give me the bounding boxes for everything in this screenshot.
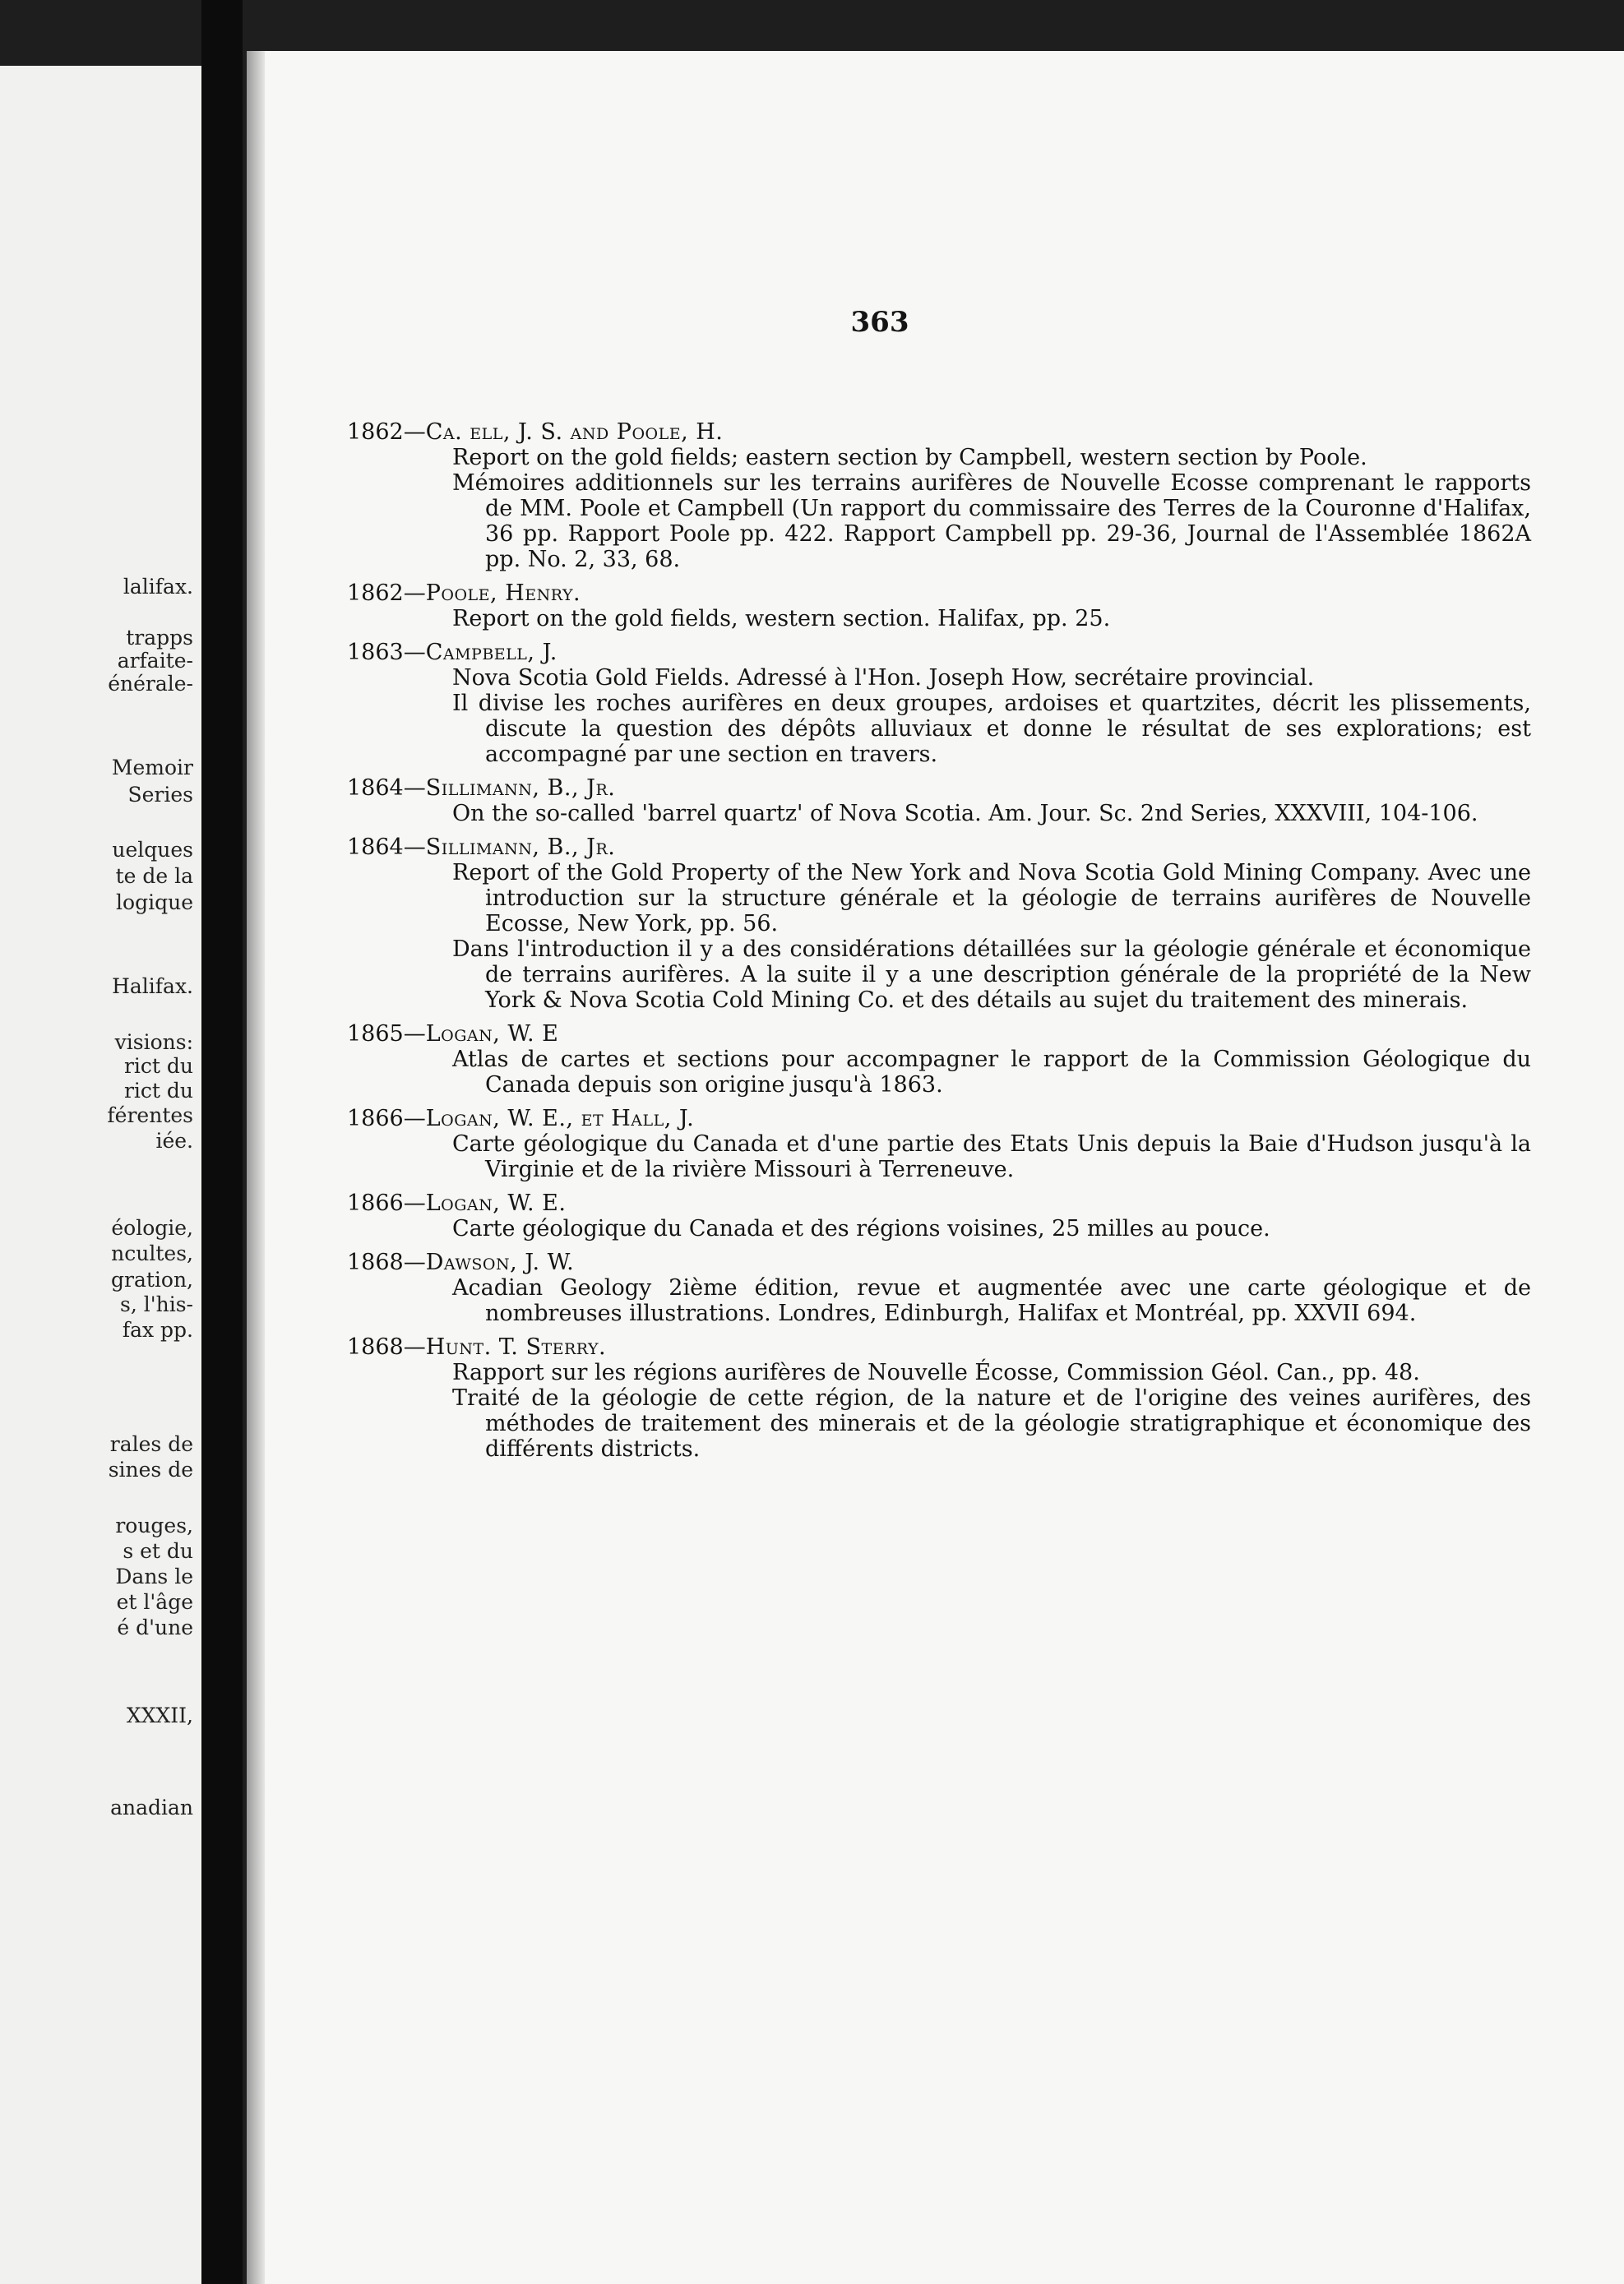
bibliography-list <box>347 419 1531 1470</box>
entry-annotations <box>452 1360 1531 1462</box>
entry-annotations <box>452 1275 1531 1326</box>
entry-heading <box>347 835 1531 860</box>
entry-year: 1862— <box>347 580 426 606</box>
left-page-fragment: énérale- <box>108 672 193 696</box>
entry-year: 1864— <box>347 775 426 801</box>
left-page-fragment: rouges, <box>115 1514 193 1537</box>
entry-heading <box>347 1191 1531 1216</box>
bibliography-entry <box>347 1250 1531 1326</box>
left-page-fragment: Series <box>127 783 193 807</box>
right-page <box>247 51 1624 2284</box>
entry-author: Hunt. T. Sterry. <box>425 1334 607 1360</box>
left-page-fragment: lalifax. <box>123 575 193 599</box>
entry-author: Ca. ell, J. S. and Poole, H. <box>425 419 724 445</box>
bibliography-entry <box>347 1021 1531 1098</box>
bibliography-entry <box>347 580 1531 631</box>
entry-annotations <box>452 1216 1531 1241</box>
entry-heading <box>347 1334 1531 1360</box>
entry-annotation: Report on the gold fields; eastern section by Campbell, western section by Poole. <box>452 445 1367 470</box>
entry-heading <box>347 1021 1531 1047</box>
left-page-fragment: férentes <box>107 1103 193 1127</box>
entry-annotation: Atlas de cartes et sections pour accompagner le rapport de la Commission Géologique du Canada depuis son origine jusqu'à 1863. <box>452 1047 1531 1098</box>
left-page-fragment: iée. <box>155 1129 193 1153</box>
entry-heading <box>347 640 1531 665</box>
entry-annotations <box>452 606 1531 631</box>
left-page-fragment: visions: <box>114 1030 193 1054</box>
entry-author: Logan, W. E. <box>425 1191 567 1216</box>
left-page-fragment: gration, <box>111 1268 193 1292</box>
entry-annotation: Mémoires additionnels sur les terrains aurifères de Nouvelle Ecosse comprenant le rapports de MM. Poole et Campbell (Un rapport du commissaire des Terres de la Couronne d'Halifax, 36 pp. Rapport Poole pp. 422. Rapport Campbell pp. 29-36, Journal de l'Assemblée 1862A pp. No. 2, 33, 68. <box>452 470 1531 572</box>
entry-heading <box>347 1250 1531 1275</box>
entry-annotation: On the so-called 'barrel quartz' of Nova Scotia. Am. Jour. Sc. 2nd Series, XXXVIII, 104-106. <box>452 801 1478 826</box>
book-gutter <box>201 0 243 2284</box>
left-page-fragment: fax pp. <box>122 1318 193 1342</box>
entry-annotation: Traité de la géologie de cette région, de la nature et de l'origine des veines aurifères, des méthodes de traitement des minerais et de la géologie stratigraphique et économique des différents districts. <box>452 1385 1531 1462</box>
left-page-fragment: ncultes, <box>111 1241 193 1265</box>
entry-heading <box>347 1106 1531 1131</box>
bibliography-entry <box>347 1334 1531 1462</box>
entry-year: 1868— <box>347 1250 426 1275</box>
left-page-fragment: rict du <box>123 1054 193 1078</box>
left-page-fragment: arfaite- <box>117 649 193 673</box>
left-page-fragment: Memoir <box>111 756 193 779</box>
entry-year: 1866— <box>347 1106 426 1131</box>
left-page-fragment: te de la <box>115 864 193 888</box>
entry-author: Poole, Henry. <box>425 580 581 606</box>
left-page-fragment: XXXII, <box>126 1704 193 1727</box>
entry-annotation: Carte géologique du Canada et d'une partie des Etats Unis depuis la Baie d'Hudson jusqu'à la Virginie et de la rivière Missouri à Terreneuve. <box>452 1131 1531 1182</box>
left-page-fragment: s, l'his- <box>120 1292 193 1316</box>
entry-annotations <box>452 1131 1531 1182</box>
entry-annotation: Carte géologique du Canada et des régions voisines, 25 milles au pouce. <box>452 1216 1270 1241</box>
left-page-fragment: et l'âge <box>116 1590 193 1614</box>
bibliography-entry <box>347 775 1531 826</box>
left-page-fragment: s et du <box>123 1539 193 1563</box>
page-number: 363 <box>850 306 909 339</box>
entry-annotations <box>452 1047 1531 1098</box>
entry-heading <box>347 419 1531 445</box>
entry-annotation: Il divise les roches aurifères en deux groupes, ardoises et quartzites, décrit les plissements, discute la question des dépôts alluviaux et donne le résultat de ses explorations; est accompagné par une section en travers. <box>452 691 1531 767</box>
entry-heading <box>347 775 1531 801</box>
left-page-fragment: éologie, <box>111 1216 193 1240</box>
bibliography-entry <box>347 1106 1531 1182</box>
left-page <box>0 66 204 2284</box>
left-page-fragment: logique <box>116 890 193 914</box>
entry-author: Logan, W. E., et Hall, J. <box>425 1106 695 1131</box>
left-page-fragment: Dans le <box>115 1565 193 1588</box>
entry-annotations <box>452 665 1531 767</box>
entry-annotation: Dans l'introduction il y a des considérations détaillées sur la géologie générale et économique de terrains aurifères. A la suite il y a une description générale de la propriété de la New York & Nova Scotia Cold Mining Co. et des détails au sujet du traitement des minerais. <box>452 936 1531 1013</box>
entry-annotation: Report of the Gold Property of the New York and Nova Scotia Gold Mining Company. Avec une introduction sur la structure générale et la géologie de terrains aurifères de Nouvelle Ecosse, New York, pp. 56. <box>452 860 1531 936</box>
entry-year: 1863— <box>347 640 426 665</box>
entry-author: Dawson, J. W. <box>425 1250 575 1275</box>
bibliography-entry <box>347 1191 1531 1241</box>
left-page-fragment: uelques <box>112 838 193 862</box>
left-page-fragment: sines de <box>108 1458 193 1482</box>
entry-annotation: Nova Scotia Gold Fields. Adressé à l'Hon. Joseph How, secrétaire provincial. <box>452 665 1315 691</box>
entry-heading <box>347 580 1531 606</box>
bibliography-entry <box>347 640 1531 767</box>
entry-author: Logan, W. E <box>425 1021 559 1047</box>
left-page-fragment: rales de <box>109 1432 193 1456</box>
entry-author: Sillimann, B., Jr. <box>425 835 616 860</box>
entry-year: 1862— <box>347 419 426 445</box>
bibliography-entry <box>347 419 1531 572</box>
entry-year: 1866— <box>347 1191 426 1216</box>
bibliography-entry <box>347 835 1531 1013</box>
entry-year: 1865— <box>347 1021 426 1047</box>
entry-annotation: Report on the gold fields, western section. Halifax, pp. 25. <box>452 606 1111 631</box>
left-page-fragment: é d'une <box>117 1616 193 1639</box>
entry-annotations <box>452 860 1531 1013</box>
left-page-fragment: Halifax. <box>112 974 193 998</box>
entry-year: 1864— <box>347 835 426 860</box>
left-page-fragment: rict du <box>123 1079 193 1103</box>
left-page-fragment: trapps <box>126 626 193 650</box>
left-page-fragment: anadian <box>110 1796 193 1819</box>
entry-year: 1868— <box>347 1334 426 1360</box>
entry-annotations <box>452 801 1531 826</box>
entry-author: Campbell, J. <box>425 640 558 665</box>
entry-annotations <box>452 445 1531 572</box>
entry-author: Sillimann, B., Jr. <box>425 775 616 801</box>
entry-annotation: Acadian Geology 2ième édition, revue et augmentée avec une carte géologique et de nombreuses illustrations. Londres, Edinburgh, Halifax et Montréal, pp. XXVII 694. <box>452 1275 1531 1326</box>
entry-annotation: Rapport sur les régions aurifères de Nouvelle Écosse, Commission Géol. Can., pp. 48. <box>452 1360 1420 1385</box>
